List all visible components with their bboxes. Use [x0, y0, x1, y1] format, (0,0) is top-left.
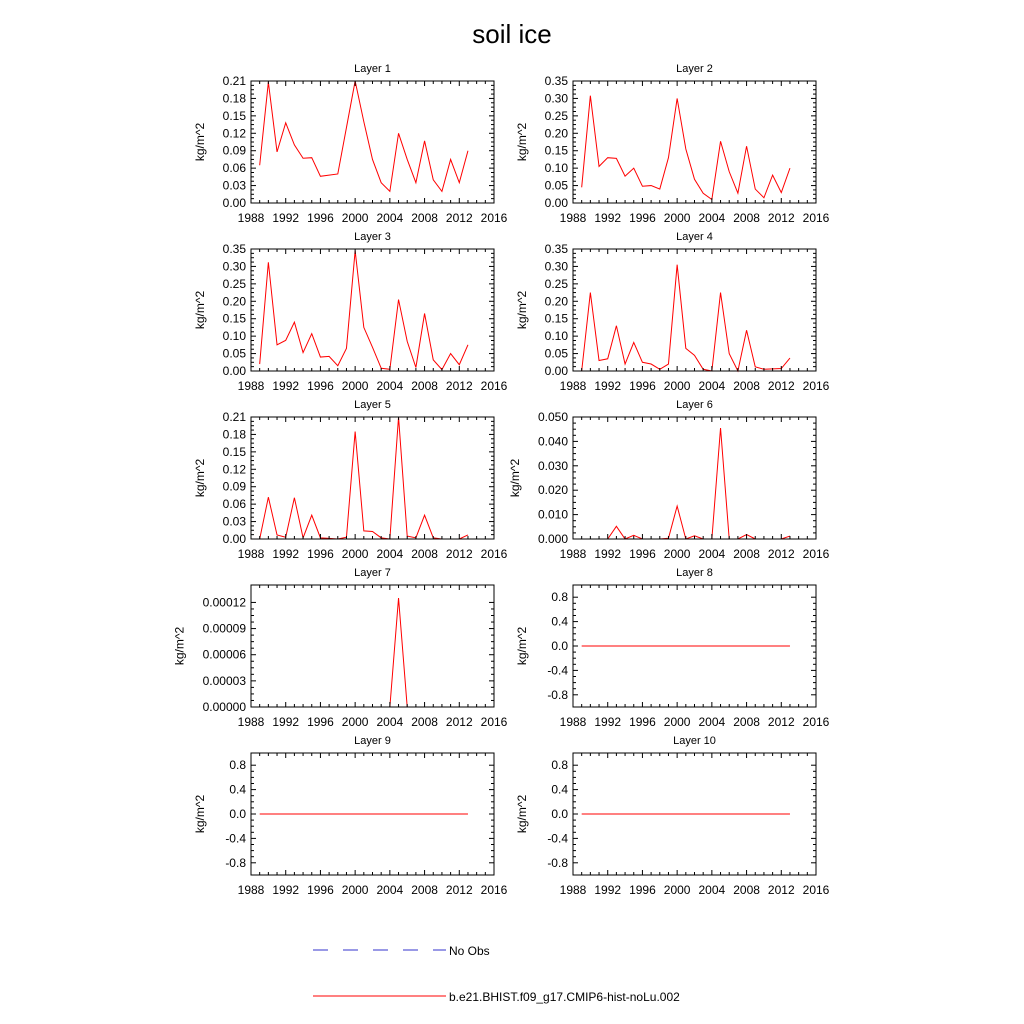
y-tick-label: 0.20 — [222, 294, 246, 309]
plot-frame — [251, 249, 494, 371]
x-tick-label: 2004 — [376, 883, 404, 897]
panel-title: Layer 9 — [354, 735, 391, 747]
x-tick-label: 1988 — [559, 547, 587, 561]
panel-layer-7 — [172, 567, 507, 729]
x-tick-label: 2004 — [698, 547, 726, 561]
plot-frame — [251, 417, 494, 539]
x-tick-label: 2008 — [733, 211, 760, 225]
panel-layer-9 — [193, 735, 508, 897]
y-tick-label: 0.20 — [544, 294, 568, 309]
x-tick-label: 1992 — [272, 547, 300, 561]
legend-obs-label: No Obs — [449, 944, 490, 958]
x-tick-label: 2012 — [767, 211, 795, 225]
legend-model-label: b.e21.BHIST.f09_g17.CMIP6-hist-noLu.002 — [449, 990, 680, 1004]
series-line — [582, 428, 790, 539]
y-axis-label: kg/m^2 — [514, 626, 529, 666]
plot-frame — [251, 81, 494, 203]
x-tick-label: 1992 — [594, 715, 622, 729]
x-tick-label: 1992 — [594, 211, 622, 225]
y-tick-label: 0.00003 — [202, 673, 246, 688]
y-tick-label: 0.040 — [537, 434, 568, 449]
x-tick-label: 2008 — [411, 547, 438, 561]
x-tick-label: 2008 — [733, 715, 760, 729]
x-tick-label: 1996 — [307, 547, 334, 561]
series-line — [582, 265, 790, 371]
x-tick-label: 2000 — [341, 547, 369, 561]
y-tick-label: -0.4 — [547, 663, 568, 678]
y-tick-label: 0.00012 — [202, 595, 246, 610]
y-tick-label: 0.00 — [222, 364, 246, 378]
x-tick-label: 1992 — [272, 715, 300, 729]
panel-grid — [172, 63, 829, 897]
x-tick-label: 2004 — [698, 715, 726, 729]
y-tick-label: 0.000 — [537, 532, 568, 546]
x-tick-label: 2008 — [733, 379, 760, 393]
y-tick-label: 0.25 — [544, 276, 568, 291]
y-axis-label: kg/m^2 — [192, 290, 207, 330]
x-tick-label: 1996 — [307, 211, 334, 225]
y-tick-label: 0.25 — [544, 108, 568, 123]
x-tick-label: 1988 — [559, 379, 587, 393]
panel-title: Layer 8 — [676, 567, 713, 579]
y-tick-label: 0.12 — [222, 126, 246, 141]
x-tick-label: 2012 — [767, 547, 795, 561]
y-tick-label: 0.00000 — [202, 700, 246, 714]
y-tick-label: 0.010 — [537, 507, 568, 522]
y-tick-label: 0.4 — [551, 614, 568, 629]
x-tick-label: 2000 — [341, 715, 369, 729]
x-tick-label: 2016 — [480, 547, 508, 561]
y-tick-label: 0.15 — [544, 143, 568, 158]
y-tick-label: -0.8 — [225, 855, 246, 870]
y-tick-label: 0.20 — [544, 126, 568, 141]
y-tick-label: 0.35 — [222, 242, 246, 256]
y-tick-label: 0.15 — [222, 444, 246, 459]
x-tick-label: 1988 — [559, 883, 587, 897]
y-tick-label: 0.05 — [222, 346, 246, 361]
x-tick-label: 1996 — [307, 379, 334, 393]
x-tick-label: 2012 — [445, 211, 473, 225]
series-line — [260, 598, 468, 707]
x-tick-label: 2004 — [376, 379, 404, 393]
panel-title: Layer 5 — [354, 399, 391, 411]
y-tick-label: 0.06 — [222, 161, 246, 176]
x-tick-label: 2000 — [663, 211, 691, 225]
x-tick-label: 1992 — [272, 379, 300, 393]
y-tick-label: 0.00 — [222, 196, 246, 210]
x-tick-label: 1992 — [272, 883, 300, 897]
y-tick-label: 0.35 — [544, 74, 568, 88]
panel-layer-1 — [193, 63, 508, 225]
x-tick-label: 1988 — [559, 715, 587, 729]
x-tick-label: 1996 — [629, 715, 656, 729]
x-tick-label: 2000 — [341, 379, 369, 393]
y-axis-label: kg/m^2 — [514, 794, 529, 834]
x-tick-label: 1988 — [237, 715, 265, 729]
y-tick-label: 0.8 — [551, 758, 568, 773]
x-tick-label: 2016 — [480, 883, 508, 897]
y-tick-label: 0.18 — [222, 91, 246, 106]
x-tick-label: 1996 — [307, 883, 334, 897]
y-tick-label: 0.15 — [222, 311, 246, 326]
y-tick-label: 0.15 — [544, 311, 568, 326]
x-tick-label: 2016 — [802, 883, 830, 897]
x-tick-label: 1988 — [237, 379, 265, 393]
y-tick-label: 0.05 — [544, 178, 568, 193]
y-axis-label: kg/m^2 — [192, 458, 207, 498]
y-tick-label: -0.4 — [225, 831, 246, 846]
x-tick-label: 1988 — [237, 211, 265, 225]
x-tick-label: 2012 — [767, 379, 795, 393]
x-tick-label: 2012 — [445, 883, 473, 897]
y-tick-label: 0.020 — [537, 483, 568, 498]
y-axis-label: kg/m^2 — [192, 794, 207, 834]
figure-title: soil ice — [472, 19, 552, 49]
x-tick-label: 2016 — [802, 211, 830, 225]
x-tick-label: 1988 — [559, 211, 587, 225]
y-tick-label: 0.03 — [222, 178, 246, 193]
x-tick-label: 2012 — [445, 379, 473, 393]
x-tick-label: 2004 — [376, 211, 404, 225]
panel-layer-5 — [193, 399, 508, 561]
panel-title: Layer 6 — [676, 399, 713, 411]
y-tick-label: 0.21 — [222, 410, 246, 424]
x-tick-label: 2016 — [802, 379, 830, 393]
x-tick-label: 2008 — [411, 883, 438, 897]
x-tick-label: 2008 — [733, 883, 760, 897]
x-tick-label: 2004 — [376, 547, 404, 561]
y-tick-label: 0.09 — [222, 143, 246, 158]
y-tick-label: 0.10 — [222, 329, 246, 344]
y-axis-label: kg/m^2 — [514, 290, 529, 330]
panel-title: Layer 7 — [354, 567, 391, 579]
y-tick-label: 0.30 — [544, 91, 568, 106]
panel-title: Layer 1 — [354, 63, 391, 75]
x-tick-label: 2016 — [480, 715, 508, 729]
x-tick-label: 2004 — [698, 883, 726, 897]
panel-layer-4 — [515, 231, 830, 393]
y-tick-label: -0.8 — [547, 855, 568, 870]
y-tick-label: 0.00 — [544, 196, 568, 210]
x-tick-label: 1996 — [629, 883, 656, 897]
y-tick-label: 0.06 — [222, 497, 246, 512]
y-tick-label: 0.10 — [544, 161, 568, 176]
x-tick-label: 2000 — [663, 547, 691, 561]
panel-layer-6 — [508, 399, 830, 561]
series-line — [260, 417, 468, 539]
y-tick-label: 0.10 — [544, 329, 568, 344]
y-tick-label: -0.8 — [547, 687, 568, 702]
x-tick-label: 2000 — [341, 211, 369, 225]
x-tick-label: 2008 — [411, 715, 438, 729]
series-line — [582, 96, 790, 200]
x-tick-label: 1992 — [272, 211, 300, 225]
x-tick-label: 1988 — [237, 883, 265, 897]
x-tick-label: 2008 — [411, 379, 438, 393]
panel-title: Layer 2 — [676, 63, 713, 75]
y-tick-label: 0.12 — [222, 462, 246, 477]
x-tick-label: 2000 — [663, 883, 691, 897]
x-tick-label: 2012 — [445, 715, 473, 729]
y-tick-label: 0.18 — [222, 427, 246, 442]
y-tick-label: 0.00 — [222, 532, 246, 546]
y-tick-label: 0.09 — [222, 479, 246, 494]
x-tick-label: 1996 — [629, 547, 656, 561]
y-tick-label: 0.03 — [222, 514, 246, 529]
y-tick-label: 0.15 — [222, 108, 246, 123]
y-tick-label: 0.8 — [229, 758, 246, 773]
x-tick-label: 2016 — [480, 211, 508, 225]
y-axis-label: kg/m^2 — [192, 122, 207, 162]
x-tick-label: 2016 — [480, 379, 508, 393]
y-axis-label: kg/m^2 — [514, 122, 529, 162]
x-tick-label: 2016 — [802, 547, 830, 561]
y-tick-label: 0.0 — [551, 639, 568, 653]
x-tick-label: 1996 — [307, 715, 334, 729]
panel-title: Layer 4 — [676, 231, 713, 243]
x-tick-label: 2004 — [698, 211, 726, 225]
x-tick-label: 2012 — [767, 883, 795, 897]
y-tick-label: 0.30 — [544, 259, 568, 274]
panel-title: Layer 3 — [354, 231, 391, 243]
x-tick-label: 2000 — [663, 379, 691, 393]
y-tick-label: 0.00 — [544, 364, 568, 378]
y-tick-label: 0.00006 — [202, 647, 246, 662]
y-tick-label: 0.25 — [222, 276, 246, 291]
y-tick-label: 0.4 — [229, 782, 246, 797]
plot-frame — [573, 417, 816, 539]
y-tick-label: 0.00009 — [202, 621, 246, 636]
y-tick-label: 0.8 — [551, 590, 568, 605]
x-tick-label: 2016 — [802, 715, 830, 729]
y-tick-label: 0.4 — [551, 782, 568, 797]
x-tick-label: 1988 — [237, 547, 265, 561]
x-tick-label: 1992 — [594, 883, 622, 897]
plot-frame — [573, 81, 816, 203]
x-tick-label: 2004 — [698, 379, 726, 393]
plot-frame — [251, 585, 494, 707]
x-tick-label: 1996 — [629, 379, 656, 393]
panel-layer-3 — [193, 231, 508, 393]
y-tick-label: 0.05 — [544, 346, 568, 361]
y-tick-label: 0.30 — [222, 259, 246, 274]
y-tick-label: 0.35 — [544, 242, 568, 256]
y-tick-label: 0.050 — [537, 410, 568, 424]
panel-layer-2 — [515, 63, 830, 225]
x-tick-label: 1996 — [629, 211, 656, 225]
y-tick-label: 0.030 — [537, 458, 568, 473]
x-tick-label: 2008 — [411, 211, 438, 225]
series-line — [260, 81, 468, 191]
x-tick-label: 2000 — [341, 883, 369, 897]
series-line — [260, 251, 468, 370]
legend — [313, 944, 680, 1004]
x-tick-label: 2008 — [733, 547, 760, 561]
x-tick-label: 1992 — [594, 379, 622, 393]
y-axis-label: kg/m^2 — [508, 458, 522, 498]
panel-layer-8 — [515, 567, 830, 729]
x-tick-label: 2012 — [445, 547, 473, 561]
x-tick-label: 2000 — [663, 715, 691, 729]
y-tick-label: -0.4 — [547, 831, 568, 846]
y-tick-label: 0.21 — [222, 74, 246, 88]
y-tick-label: 0.0 — [551, 807, 568, 821]
panel-layer-10 — [515, 735, 830, 897]
y-axis-label: kg/m^2 — [172, 626, 187, 666]
x-tick-label: 1992 — [594, 547, 622, 561]
x-tick-label: 2012 — [767, 715, 795, 729]
x-tick-label: 2004 — [376, 715, 404, 729]
y-tick-label: 0.0 — [229, 807, 246, 821]
panel-title: Layer 10 — [673, 735, 716, 747]
